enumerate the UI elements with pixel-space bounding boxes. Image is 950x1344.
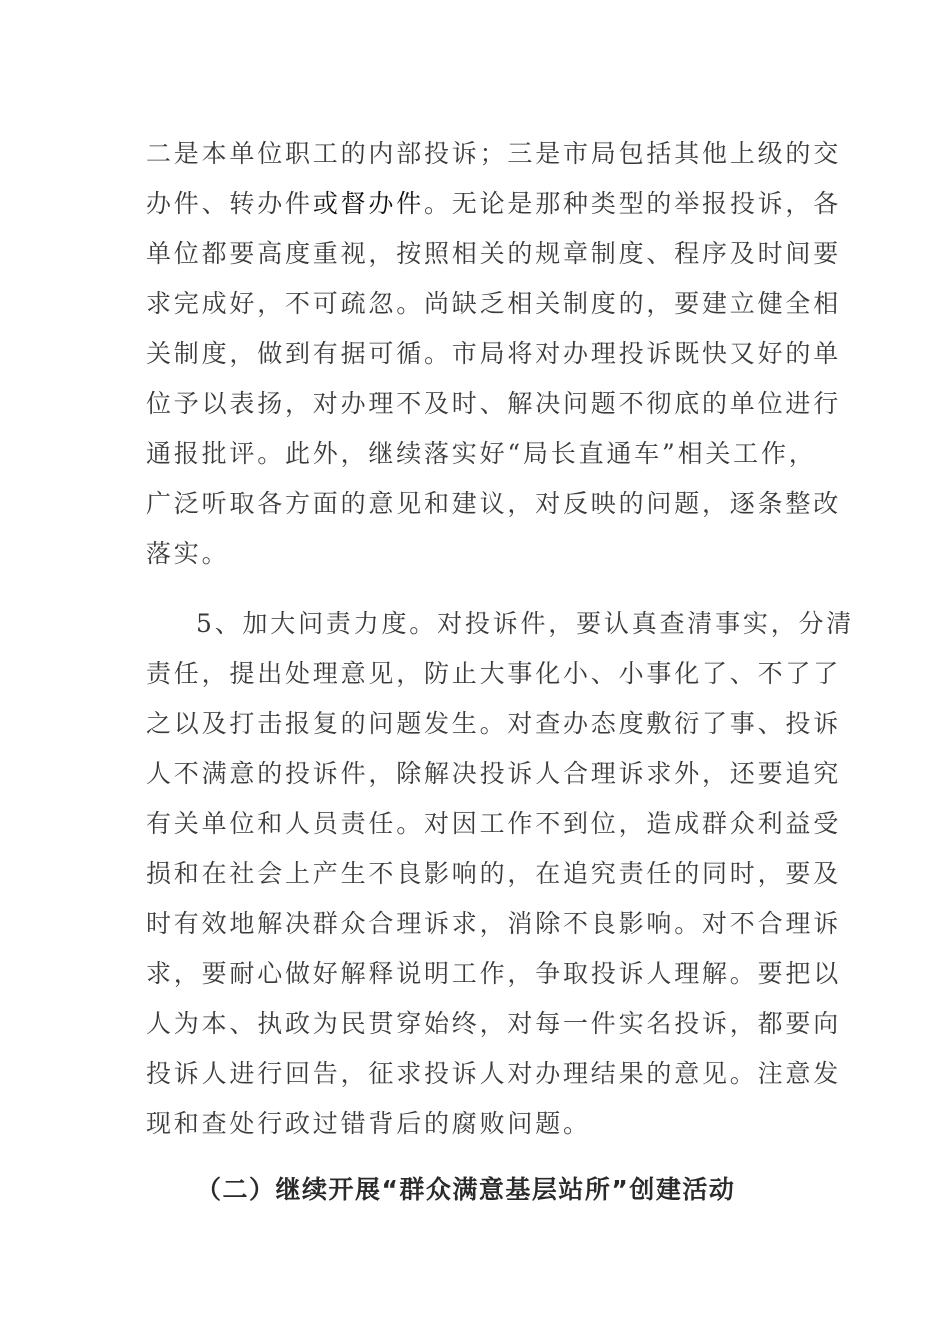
text-line: 责任，提出处理意见，防止大事化小、小事化了、不了了 bbox=[146, 659, 842, 688]
text-line: 二是本单位职工的内部投诉；三是市局包括其他上级的交 bbox=[146, 139, 842, 168]
text-line: 广泛听取各方面的意见和建议，对反映的问题，逐条整改 bbox=[146, 489, 842, 518]
text-line: 通报批评。此外，继续落实好“局长直通车”相关工作， bbox=[146, 439, 817, 468]
text-line: 求完成好，不可疏忽。尚缺乏相关制度的，要建立健全相 bbox=[146, 289, 842, 318]
text-run: 。无论是那种类型的举报投诉，各 bbox=[424, 189, 842, 218]
text-line: 人不满意的投诉件，除解决投诉人合理诉求外，还要追究 bbox=[146, 759, 842, 788]
emphasis-text: 或督办件 bbox=[312, 189, 425, 218]
text-line: 损和在社会上产生不良影响的，在追究责任的同时，要及 bbox=[146, 859, 842, 888]
section-heading: （二）继续开展“群众满意基层站所”创建活动 bbox=[196, 1175, 736, 1204]
text-line: 之以及打击报复的问题发生。对查办态度敷衍了事、投诉 bbox=[146, 709, 842, 738]
text-line: 投诉人进行回告，征求投诉人对办理结果的意见。注意发 bbox=[146, 1059, 842, 1088]
text-line bbox=[146, 184, 842, 224]
text-line: 位予以表扬，对办理不及时、解决问题不彻底的单位进行 bbox=[146, 389, 842, 418]
text-line: 落实。 bbox=[146, 539, 230, 568]
text-run: 办件、转办件 bbox=[146, 189, 313, 218]
text-line: 单位都要高度重视，按照相关的规章制度、程序及时间要 bbox=[146, 239, 842, 268]
text-line: 现和查处行政过错背后的腐败问题。 bbox=[146, 1109, 591, 1138]
text-line: 5、加大问责力度。对投诉件，要认真查清事实，分清 bbox=[196, 609, 855, 638]
text-line: 时有效地解决群众合理诉求，消除不良影响。对不合理诉 bbox=[146, 909, 842, 938]
text-line: 求，要耐心做好解释说明工作，争取投诉人理解。要把以 bbox=[146, 959, 842, 988]
text-line: 人为本、执政为民贯穿始终，对每一件实名投诉，都要向 bbox=[146, 1009, 842, 1038]
text-line: 有关单位和人员责任。对因工作不到位，造成群众利益受 bbox=[146, 809, 842, 838]
text-line: 关制度，做到有据可循。市局将对办理投诉既快又好的单 bbox=[146, 339, 842, 368]
